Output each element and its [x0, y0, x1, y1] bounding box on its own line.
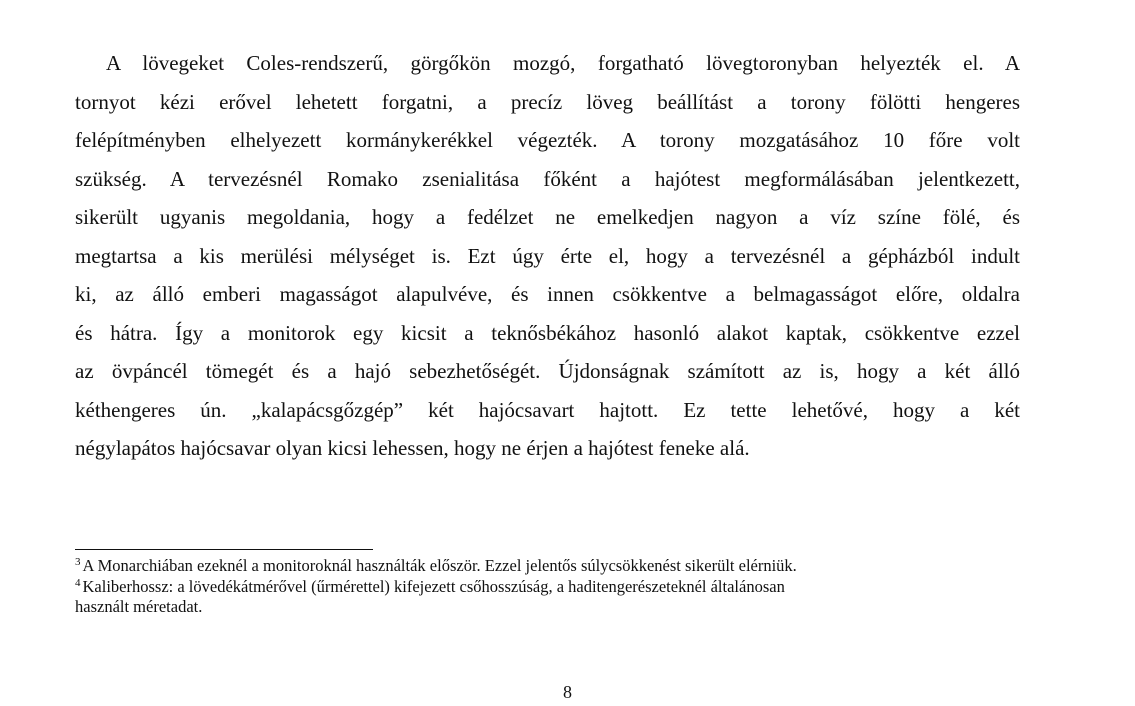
paragraph-line: négylapátos hajócsavar olyan kicsi lehessen, hogy ne érjen a hajótest feneke alá.: [75, 436, 750, 460]
paragraph-line: felépítményben elhelyezett kormánykerékkel végezték. A torony mozgatásához 10 főre volt: [75, 128, 1020, 152]
footnote-3: [75, 556, 1020, 577]
footnote-text: A Monarchiában ezeknél a monitoroknál használták először. Ezzel jelentős súlycsökkenést sikerült elérniük.: [82, 556, 797, 575]
footnote-text: Kaliberhossz: a lövedékátmérővel (űrmérettel) kifejezett csőhosszúság, a haditengerészeteknél általánosan: [82, 576, 785, 596]
footnote-4: [75, 577, 1020, 598]
footnote-4-continuation: használt méretadat.: [75, 597, 203, 616]
paragraph-line: megtartsa a kis merülési mélységet is. Ezt úgy érte el, hogy a tervezésnél a gépházból indult: [75, 243, 1020, 268]
footnote-marker: 3: [75, 556, 81, 568]
paragraph-line: szükség. A tervezésnél Romako zsenialitása főként a hajótest megformálásában jelentkezett,: [75, 166, 1020, 191]
paragraph-line: az övpáncél tömegét és a hajó sebezhetőségét. Újdonságnak számított az is, hogy a két álló: [75, 359, 1020, 383]
page-number: 8: [563, 682, 572, 702]
paragraph-line: A lövegeket Coles-rendszerű, görgőkön mozgó, forgatható lövegtoronyban helyezték el. A: [106, 51, 1020, 75]
paragraph-line: és hátra. Így a monitorok egy kicsit a teknősbékához hasonló alakot kaptak, csökkentve ezzel: [75, 320, 1020, 345]
paragraph-line: tornyot kézi erővel lehetett forgatni, a precíz löveg beállítást a torony fölötti hengeres: [75, 89, 1020, 114]
paragraph-line: kéthengeres ún. „kalapácsgőzgép” két hajócsavart hajtott. Ez tette lehetővé, hogy a két: [75, 397, 1020, 422]
footnotes: [75, 556, 1020, 618]
footnote-separator: [75, 549, 373, 550]
body-paragraph: [75, 44, 1020, 468]
paragraph-line: ki, az álló emberi magasságot alapulvéve, és innen csökkentve a belmagasságot előre, oldalra: [75, 282, 1020, 306]
footnote-marker: 4: [75, 576, 81, 589]
paragraph-line: sikerült ugyanis megoldania, hogy a fedélzet ne emelkedjen nagyon a víz színe fölé, és: [75, 205, 1020, 229]
